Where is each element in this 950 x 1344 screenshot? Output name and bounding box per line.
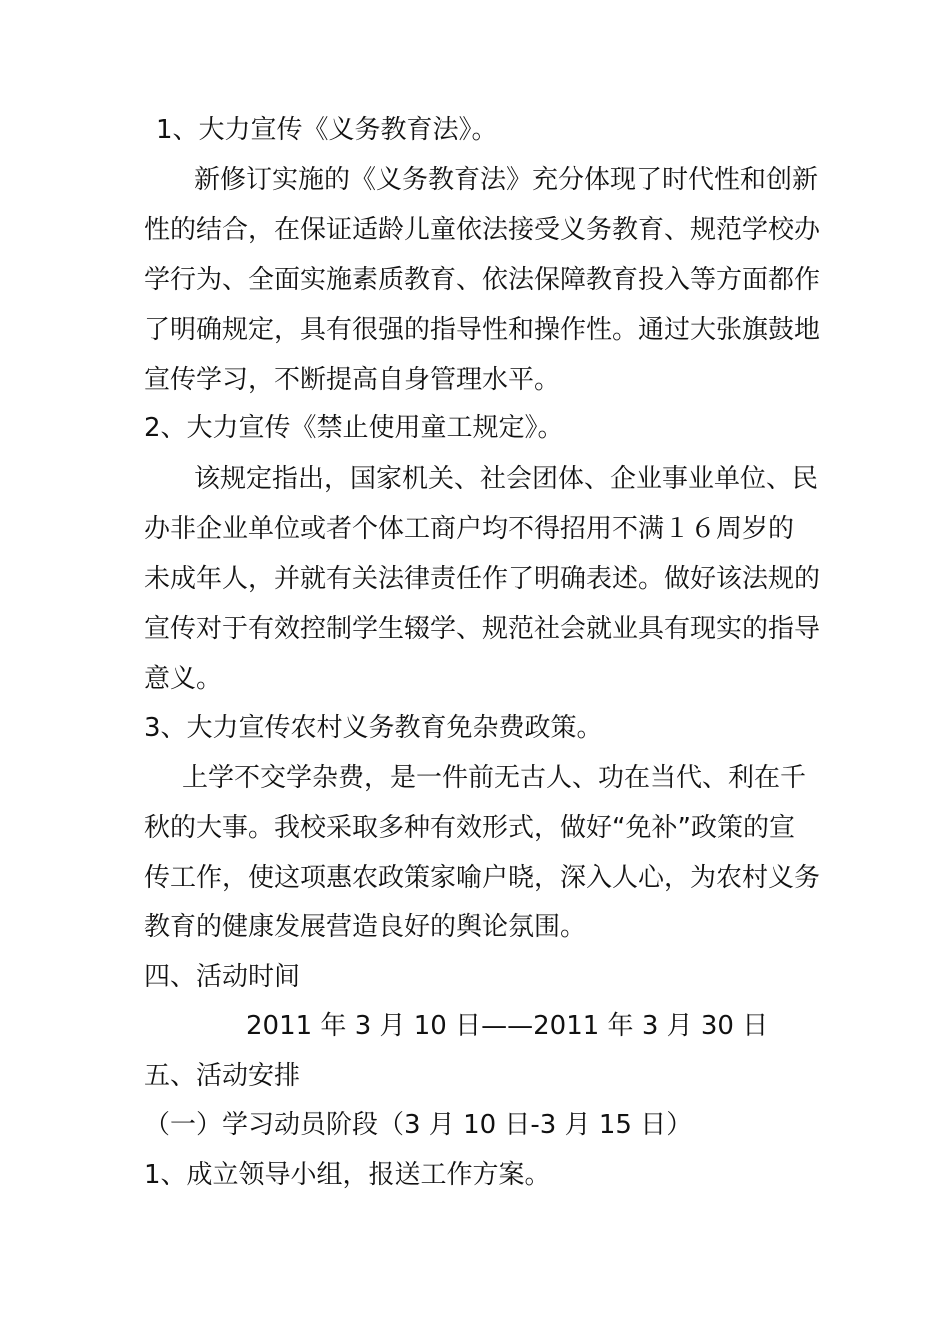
paragraph-3-line-4: 教育的健康发展营造良好的舆论氛围。 xyxy=(144,912,587,942)
paragraph-1-line-5: 宣传学习，不断提高自身管理水平。 xyxy=(144,365,561,395)
section-heading-activity-time: 四、活动时间 xyxy=(144,962,301,992)
heading-1-promote-compulsory-education-law: 1、大力宣传《义务教育法》。 xyxy=(156,115,498,145)
item-1-establish-leading-group: 1、成立领导小组，报送工作方案。 xyxy=(144,1160,551,1190)
paragraph-1-line-4: 了明确规定，具有很强的指导性和操作性。通过大张旗鼓地 xyxy=(144,315,821,345)
paragraph-2-line-3: 未成年人，并就有关法律责任作了明确表述。做好该法规的 xyxy=(144,564,821,594)
heading-3-promote-fee-exemption-policy: 3、大力宣传农村义务教育免杂费政策。 xyxy=(144,713,603,743)
paragraph-2-line-2: 办非企业单位或者个体工商户均不得招用不满１６周岁的 xyxy=(144,514,795,544)
paragraph-2-line-1: 该规定指出，国家机关、社会团体、企业事业单位、民 xyxy=(194,464,819,494)
section-heading-activity-arrangement: 五、活动安排 xyxy=(144,1061,301,1091)
paragraph-2-line-5: 意义。 xyxy=(144,664,223,694)
paragraph-1-line-1: 新修订实施的《义务教育法》充分体现了时代性和创新 xyxy=(194,165,819,195)
subheading-study-mobilization-stage: （一）学习动员阶段（3 月 10 日-3 月 15 日） xyxy=(144,1110,693,1140)
paragraph-1-line-2: 性的结合，在保证适龄儿童依法接受义务教育、规范学校办 xyxy=(144,215,821,245)
paragraph-3-line-1: 上学不交学杂费，是一件前无古人、功在当代、利在千 xyxy=(182,763,807,793)
paragraph-2-line-4: 宣传对于有效控制学生辍学、规范社会就业具有现实的指导 xyxy=(144,614,821,644)
heading-2-promote-child-labor-regulation: 2、大力宣传《禁止使用童工规定》。 xyxy=(144,413,564,443)
activity-date-range: 2011 年 3 月 10 日——2011 年 3 月 30 日 xyxy=(246,1011,769,1041)
paragraph-3-line-3: 传工作，使这项惠农政策家喻户晓，深入人心，为农村义务 xyxy=(144,863,821,893)
paragraph-1-line-3: 学行为、全面实施素质教育、依法保障教育投入等方面都作 xyxy=(144,265,821,295)
paragraph-3-line-2: 秋的大事。我校采取多种有效形式，做好“免补”政策的宣 xyxy=(144,813,795,843)
